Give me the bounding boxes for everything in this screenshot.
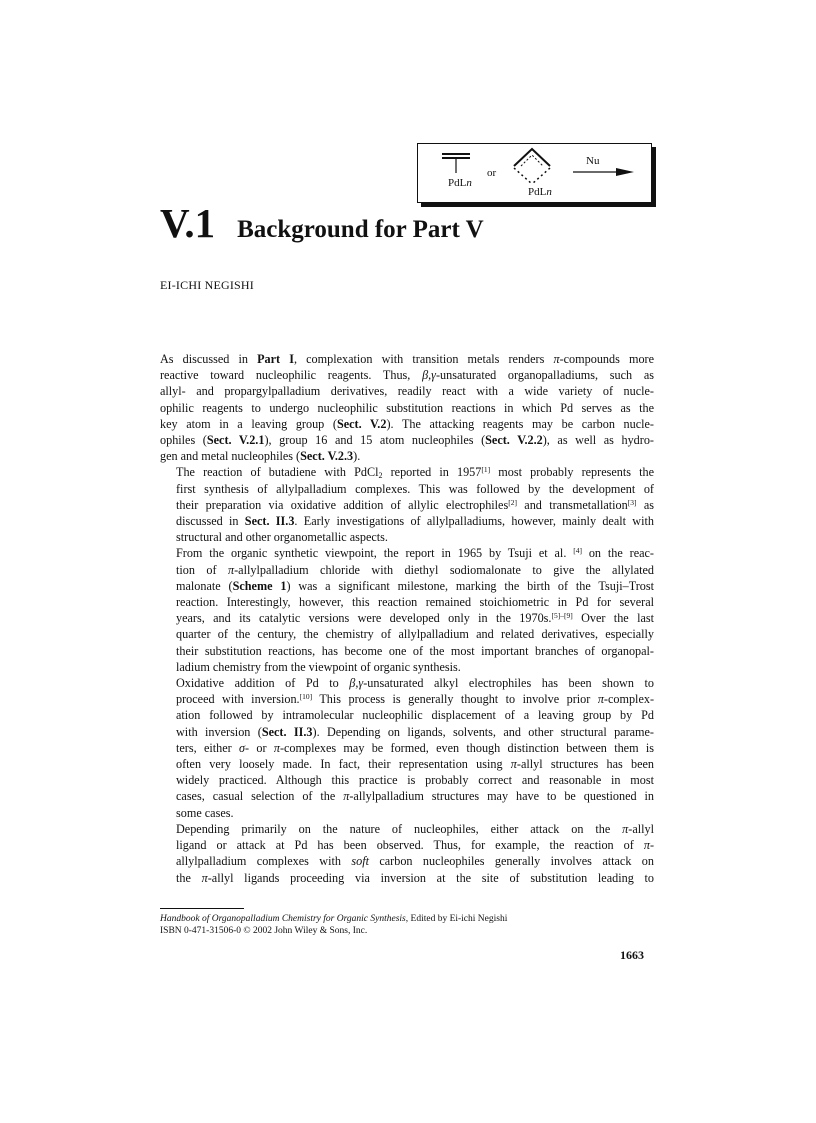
text-line: some cases. [176, 805, 234, 820]
text-line: malonate (Scheme 1) was a significant milestone, marking the birth of the Tsuji–Trost [176, 578, 654, 593]
section-reference: Sect. II.3 [244, 514, 295, 529]
text-line: their substitution reactions, has become one of the most important branches of organopal- [176, 643, 654, 658]
nucleophile-label: Nu [586, 155, 600, 167]
section-reference: Sect. V.2 [336, 416, 387, 431]
text-line: with inversion (Sect. II.3). Depending on ligands, solvents, and other structural parame- [176, 724, 654, 739]
text-line: often very loosely made. In fact, their representation using π-allyl structures has been [176, 757, 654, 772]
footnote [160, 913, 507, 937]
footnote-rule [160, 908, 244, 909]
text-line: As discussed in Part I, complexation with transition metals renders π-compounds more [160, 352, 655, 366]
chapter-number: V.1 [160, 200, 216, 246]
citation: [4] [573, 546, 582, 556]
text-line: ters, either σ- or π-complexes may be formed, even though distinction between them is [176, 740, 655, 755]
text-line: The reaction of butadiene with PdCl$_2$ reported in 1957[1] most probably represents the [176, 465, 655, 481]
citation: [10] [299, 692, 313, 702]
text-line: years, and its catalytic versions were developed only in the 1970s.[5]–[9] Over the last [176, 611, 654, 626]
text-line: reactive toward nucleophilic reagents. Thus, β,γ-unsaturated organopalladiums, such as [160, 368, 654, 383]
pd-ligand-label-left: PdLn [448, 177, 472, 189]
text-line: discussed in Sect. II.3. Early investigations of allylpalladiums, however, mainly dealt with [176, 514, 654, 529]
citation: [1] [481, 465, 491, 475]
text-line: Depending primarily on the nature of nucleophiles, either attack on the π-allyl [176, 821, 654, 836]
text-line: reaction. Interestingly, however, this reaction remained stoichiometric in Pd for several [176, 595, 654, 610]
page-number: 1663 [620, 948, 644, 962]
reaction-scheme-graphic [418, 144, 651, 202]
text-line: widely practiced. Although this practice is probably correct and reasonable in most [176, 773, 654, 788]
paragraph-1 [160, 351, 654, 464]
footnote-citation: Handbook of Organopalladium Chemistry for Organic Synthesis, Edited by Ei-ichi Negishi [160, 914, 508, 924]
paragraph-5 [160, 821, 654, 886]
paragraph-3 [160, 545, 654, 675]
chapter-author: EI-ICHI NEGISHI [160, 278, 254, 292]
pd-ligand-label-right: PdLn [528, 186, 552, 198]
section-reference: Sect. II.3 [261, 724, 313, 739]
text-line: allylpalladium complexes with soft carbon nucleophiles generally involves attack on [176, 854, 654, 869]
allyl-pd-bond-left [514, 168, 532, 184]
text-line: allyl- and propargylpalladium derivatives, readily react with a wide variety of nucle- [160, 384, 654, 399]
text-line: proceed with inversion.[10] This process is generally thought to involve prior π-complex- [176, 692, 655, 707]
part-reference: Part I [257, 352, 294, 366]
chapter-heading [160, 200, 484, 246]
body-text [160, 351, 654, 886]
reaction-scheme [417, 143, 652, 203]
citation: [2] [508, 497, 517, 507]
section-reference: Sect. V.2.2 [485, 433, 543, 448]
text-line: From the organic synthetic viewpoint, the report in 1965 by Tsuji et al. [4] on the reac- [176, 546, 654, 561]
text-line: key atom in a leaving group (Sect. V.2). The attacking reagents may be carbon nucle- [160, 416, 654, 431]
text-line: Oxidative addition of Pd to β,γ-unsaturated alkyl electrophiles has been shown to [176, 676, 654, 691]
text-line: cases, casual selection of the π-allylpalladium structures may have to be questioned in [176, 789, 654, 804]
text-line: ophiles (Sect. V.2.1), group 16 and 15 atom nucleophiles (Sect. V.2.2), as well as hydro- [160, 433, 654, 448]
text-line: their preparation via oxidative addition of allylic electrophiles[2] and transmetallation[3] as [176, 497, 654, 512]
text-line: ation followed by intramolecular nucleophilic displacement of a leaving group by Pd [176, 708, 654, 723]
scheme-reference: Scheme 1 [232, 578, 287, 593]
text-line: the π-allyl ligands proceeding via inversion at the site of substitution leading to [176, 870, 654, 885]
text-line: gen and metal nucleophiles (Sect. V.2.3). [160, 449, 361, 464]
reaction-arrow-head [616, 168, 634, 176]
section-reference: Sect. V.2.1 [206, 433, 265, 448]
text-line: first synthesis of allylpalladium complexes. This was followed by the development of [176, 481, 654, 496]
allyl-outline [514, 149, 550, 166]
citation: [3] [627, 497, 637, 507]
section-reference: Sect. V.2.3 [300, 449, 354, 464]
allyl-pd-bond-right [532, 168, 550, 184]
text-line: quarter of the century, the chemistry of allylpalladium and related derivatives, especially [176, 627, 654, 642]
footnote-isbn: ISBN 0-471-31506-0 © 2002 John Wiley & Sons, Inc. [160, 926, 368, 936]
text-line: ligand or attack at Pd has been observed. Thus, for example, the reaction of π- [176, 838, 654, 853]
book-title: Handbook of Organopalladium Chemistry for Organic Synthesis [160, 914, 406, 924]
chapter-title: Background for Part V [237, 216, 484, 243]
text-line: ophilic reagents to undergo nucleophilic substitution reactions in which Pd serves as the [160, 400, 654, 415]
text-line: ladium chemistry from the viewpoint of organic synthesis. [176, 659, 461, 674]
or-text: or [487, 167, 497, 179]
text-line: tion of π-allylpalladium chloride with diethyl sodiomalonate to give the allylated [176, 562, 654, 577]
text-line: structural and other organometallic aspects. [176, 530, 388, 545]
citation: [5]–[9] [551, 611, 573, 621]
paragraph-2 [160, 464, 654, 545]
paragraph-4 [160, 675, 654, 821]
